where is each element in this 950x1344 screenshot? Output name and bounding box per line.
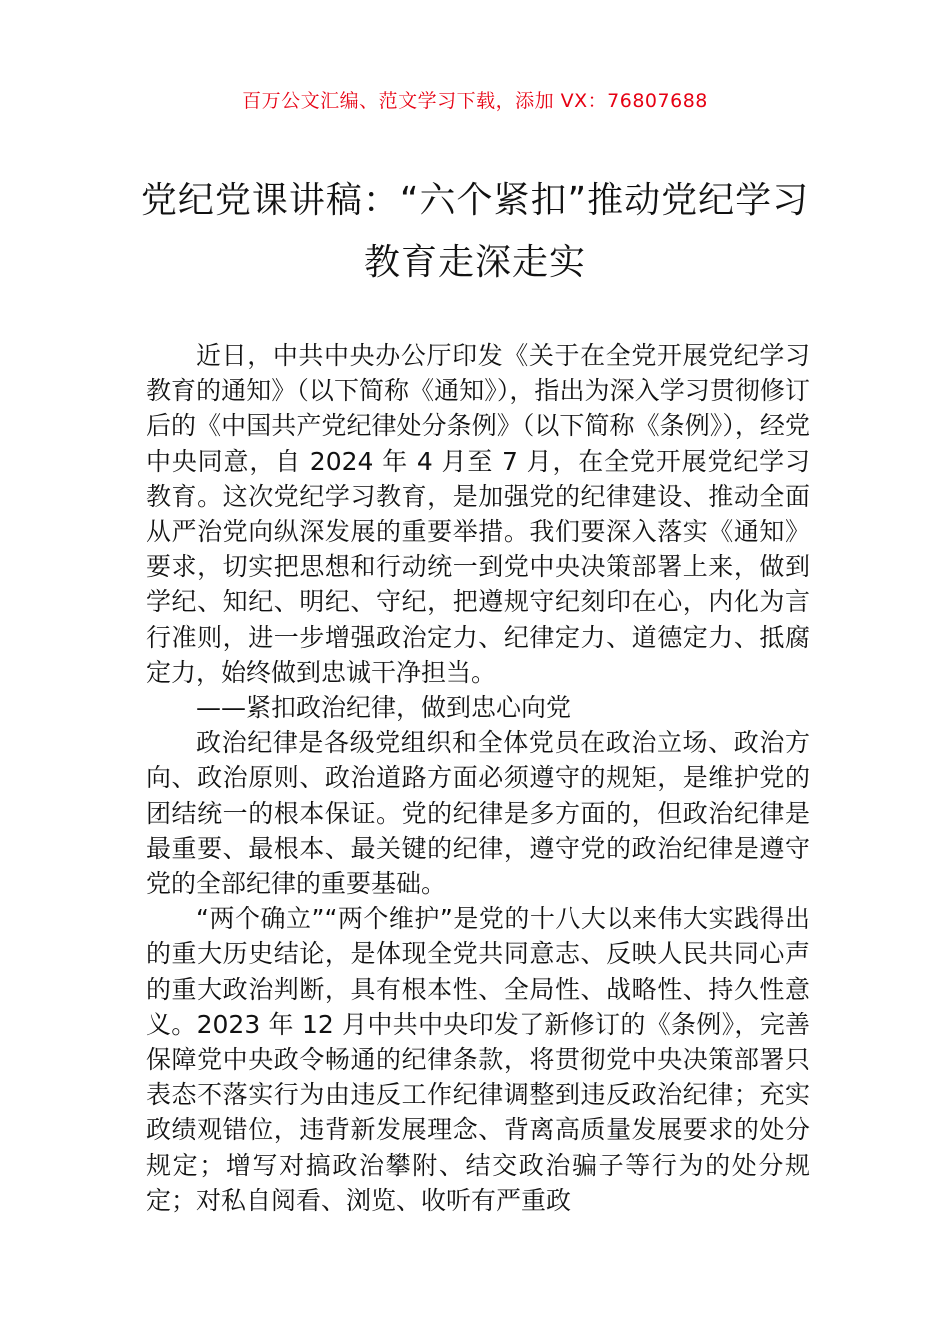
document-body xyxy=(146,338,810,1218)
paragraph-intro: 近日，中共中央办公厅印发《关于在全党开展党纪学习教育的通知》（以下简称《通知》），指出为深入学习贯彻修订后的《中国共产党纪律处分条例》（以下简称《条例》），经党中央同意，自 2024 年 4 月至 7 月，在全党开展党纪学习教育。这次党纪学习教育，是加强党的纪律建设、推动全面从严治党向纵深发展的重要举措。我们要深入落实《通知》要求，切实把思想和行动统一到党中央决策部署上来，做到学纪、知纪、明纪、守纪，把遵规守纪刻印在心，内化为言行准则，进一步增强政治定力、纪律定力、道德定力、抵腐定力，始终做到忠诚干净担当。 xyxy=(146,341,810,687)
document-title: 党纪党课讲稿：“六个紧扣”推动党纪学习教育走深走实 xyxy=(140,180,810,283)
paragraph-two-establishments: “两个确立”“两个维护”是党的十八大以来伟大实践得出的重大历史结论，是体现全党共同意志、反映人民共同心声的重大政治判断，具有根本性、全局性、战略性、持久性意义。2023 年 12 月中共中央印发了新修订的《条例》，完善保障党中央政令畅通的纪律条款，将贯彻党中央决策部署只表态不落实行为由违反工作纪律调整到违反政治纪律；充实政绩观错位，违背新发展理念、背离高质量发展要求的处分规定；增写对搞政治攀附、结交政治骗子等行为的处分规定；对私自阅看、浏览、收听有严重政 xyxy=(146,904,810,1215)
section-heading: ——紧扣政治纪律，做到忠心向党 xyxy=(196,693,572,723)
paragraph-political-discipline: 政治纪律是各级党组织和全体党员在政治立场、政治方向、政治原则、政治道路方面必须遵守的规矩，是维护党的团结统一的根本保证。党的纪律是多方面的，但政治纪律是最重要、最根本、最关键的纪律，遵守党的政治纪律是遵守党的全部纪律的重要基础。 xyxy=(146,728,810,899)
header-watermark-note: 百万公文汇编、范文学习下载，添加 VX：76807688 xyxy=(242,90,708,112)
